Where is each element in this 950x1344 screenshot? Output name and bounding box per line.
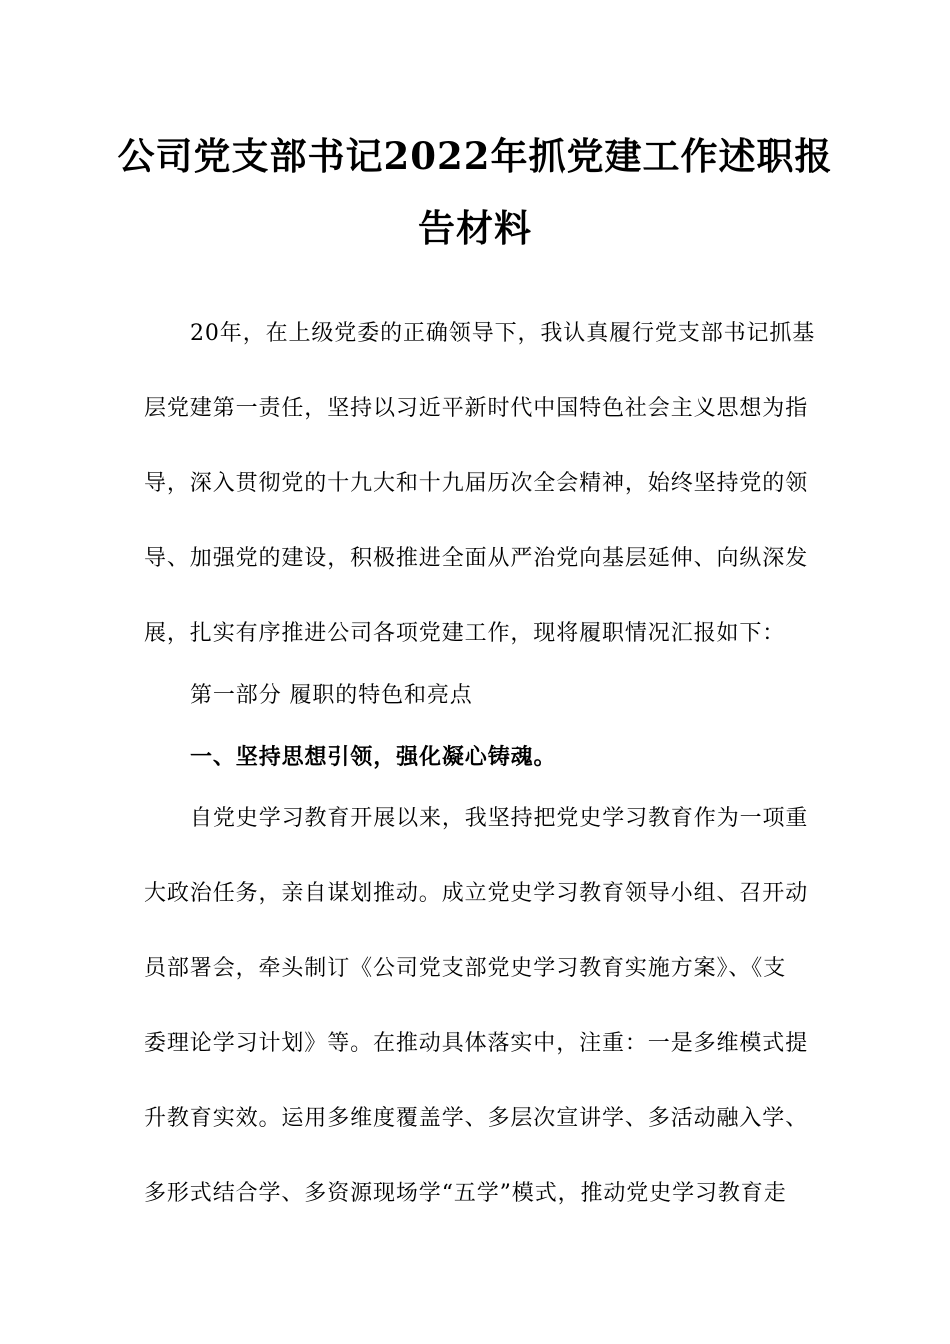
paragraph-line: 升教育实效。运用多维度覆盖学、多层次宣讲学、多活动融入学、 [144,1106,809,1131]
paragraph-line: 员部署会，牵头制订《公司党支部党史学习教育实施方案》、《支 [144,956,787,981]
section-heading: 第一部分 履职的特色和亮点 [190,683,473,708]
paragraph-line: 多形式结合学、多资源现场学“五学”模式，推动党史学习教育走 [144,1181,787,1206]
paragraph-line: 层党建第一责任，坚持以习近平新时代中国特色社会主义思想为指 [144,396,809,421]
subsection-heading: 一、坚持思想引领，强化凝心铸魂。 [190,744,557,770]
paragraph-line: 20年，在上级党委的正确领导下，我认真履行党支部书记抓基 [190,321,816,346]
paragraph-line: 导，深入贯彻党的十九大和十九届历次全会精神，始终坚持党的领 [144,471,809,496]
paragraph-line: 大政治任务，亲自谋划推动。成立党史学习教育领导小组、召开动 [144,881,809,906]
paragraph-line: 自党史学习教育开展以来，我坚持把党史学习教育作为一项重 [190,806,809,831]
paragraph-line: 展，扎实有序推进公司各项党建工作，现将履职情况汇报如下： [144,621,786,646]
document-title-line-2: 告材料 [418,206,532,250]
paragraph-line: 导、加强党的建设，积极推进全面从严治党向基层延伸、向纵深发 [144,546,809,571]
paragraph-line: 委理论学习计划》等。在推动具体落实中，注重：一是多维模式提 [144,1031,809,1056]
document-title-line-1: 公司党支部书记2022年抓党建工作述职报 [117,134,833,178]
